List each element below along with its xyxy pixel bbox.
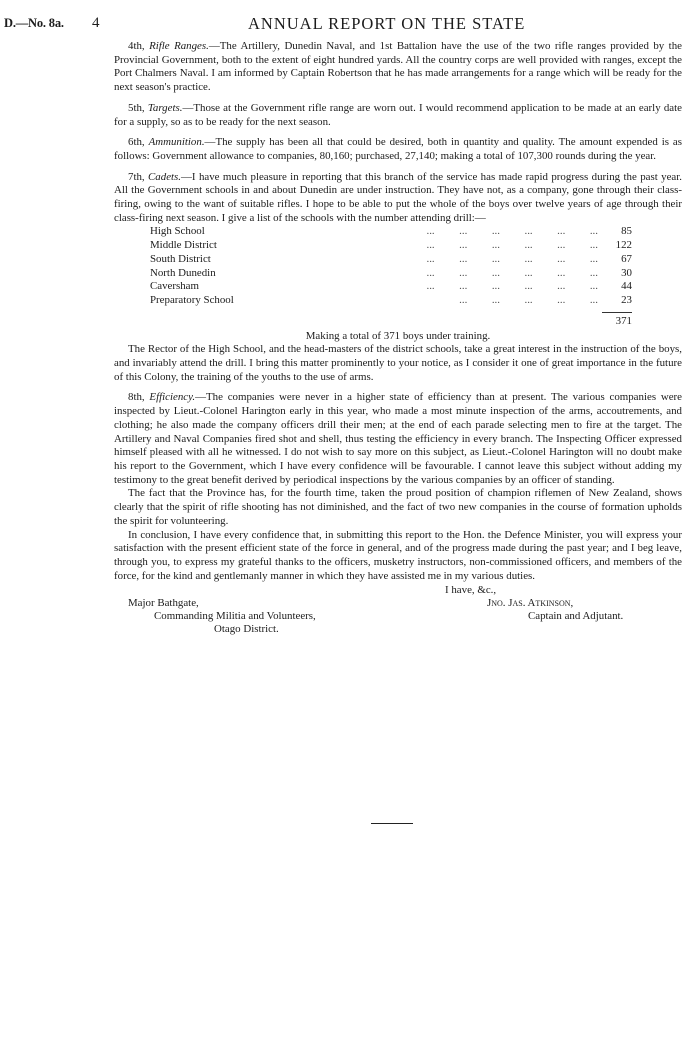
school-count: 85 bbox=[621, 225, 632, 238]
paragraph-efficiency: 8th, Efficiency.—The companies were never in a higher state of efficiency than at present. The various companies were inspected by Lieut.-Colonel Harington early in this year, who made a most minute inspection of the arms, accoutrements, and clothing; he also made the company officers drill their men; at the end of each parade selecting men to fire at the target. The Artillery and Naval Companies fired shot and shell, thus testing the efficiency in every branch. The Inspecting Officer expressed himself pleased with all he witnessed. I do not wish to say more on this subject, as Lieut.-Colonel Harington will no doubt make his report to the Government, which I have every confidence will be favourable. I cannot leave this subject without adding my testimony to the great benefit derived by periodical inspections by the various companies by an officer of standing. bbox=[114, 391, 682, 486]
table-row bbox=[150, 239, 632, 253]
leader-dots: ... ... ... ... ... ... bbox=[426, 239, 598, 252]
table-row bbox=[150, 280, 632, 294]
section-heading: Cadets. bbox=[148, 170, 182, 183]
table-row bbox=[150, 225, 632, 239]
schools-table bbox=[150, 225, 632, 307]
school-name: Middle District bbox=[150, 239, 217, 252]
schools-total-value: 371 bbox=[615, 314, 632, 327]
section-heading: Efficiency. bbox=[149, 391, 196, 404]
total-rule bbox=[602, 312, 632, 313]
table-row bbox=[150, 294, 632, 308]
paragraph-rifle-ranges: 4th, Rifle Ranges.—The Artillery, Dunedin Naval, and 1st Battalion have the use of the two rifle ranges provided by the Provincial Government, both to the extent of eight hundred yards. All the country corps are well provided with ranges, except the Port Chalmers Naval. I am informed by Captain Robertson that he has made arrangements for a range which will be ready for the next season's practice. bbox=[114, 40, 682, 94]
table-row bbox=[150, 267, 632, 281]
signoff-block bbox=[114, 584, 682, 646]
addressee-name: Major Bathgate, bbox=[128, 597, 199, 610]
school-count: 23 bbox=[621, 293, 632, 306]
total-boys-summary: Making a total of 371 boys under training. bbox=[305, 329, 491, 342]
signatory-name: Jas. Atkinson, bbox=[508, 597, 574, 610]
leader-dots: ... ... ... ... ... ... bbox=[426, 252, 598, 265]
table-row bbox=[150, 253, 632, 267]
section-heading: Rifle Ranges. bbox=[149, 40, 209, 52]
paragraph-ammunition: 6th, Ammunition.—The supply has been all that could be desired, both in quantity and quality. The amount expended is as follows: Government allowance to companies, 80,160; purchased, 27,140; making a total of 107,300 rounds during the year. bbox=[114, 136, 682, 162]
report-body bbox=[114, 40, 682, 646]
addressee-role: Commanding Militia and Volunteers, bbox=[154, 610, 316, 623]
paragraph-province: The fact that the Province has, for the fourth time, taken the proud position of champion riflemen of New Zealand, shows clearly that the spirit of rifle shooting has not diminished, and the fact of two new companies in the course of formation upholds the spirit for volunteering. bbox=[114, 487, 682, 527]
page-number: 4 bbox=[92, 15, 100, 31]
leader-dots: ... ... ... ... ... ... bbox=[426, 266, 598, 279]
paragraph-targets: 5th, Targets.—Those at the Government rifle range are worn out. I would recommend application to be made at an early date for a supply, so as to be ready for the next season. bbox=[114, 101, 682, 128]
leader-dots: ... ... ... ... ... ... bbox=[426, 225, 598, 238]
paragraph-cadets: 7th, Cadets.—I have much pleasure in reporting that this branch of the service has made rapid progress during the past year. All the Government schools in and about Dunedin are under instruction. They have not, as a company, gone through their class-firing, owing to the want of suitable rifles. I hope to be able to put the whole of the boys over twelve years of age through their class-firing next season. I give a list of the schools with the number attending drill:— bbox=[114, 170, 682, 224]
school-count: 30 bbox=[621, 266, 632, 279]
document-reference: D.—No. 8a. bbox=[4, 16, 64, 30]
end-rule bbox=[371, 823, 413, 824]
leader-dots: ... ... ... ... ... bbox=[459, 293, 598, 306]
schools-total bbox=[114, 308, 682, 330]
addressee-district: Otago District. bbox=[214, 623, 279, 636]
paragraph-rector: The Rector of the High School, and the head-masters of the district schools, take a great interest in the instruction of the boys, and invariably attend the drill. I bring this matter prominently to your notice, as I consider it one of great importance in the future of this Colony, the training of the youths to the use of arms. bbox=[114, 343, 682, 383]
section-heading: Ammunition. bbox=[148, 136, 205, 149]
running-title: ANNUAL REPORT ON THE STATE bbox=[248, 14, 526, 33]
leader-dots: ... ... ... ... ... ... bbox=[426, 280, 598, 293]
school-count: 44 bbox=[621, 280, 632, 293]
school-count: 67 bbox=[621, 252, 632, 265]
school-count: 122 bbox=[615, 239, 632, 252]
school-name: North Dunedin bbox=[150, 266, 216, 279]
section-heading: Targets. bbox=[147, 101, 183, 114]
page-header bbox=[0, 14, 700, 36]
closing-line: I have, &c., bbox=[445, 584, 497, 597]
signatory-title: Captain and Adjutant. bbox=[528, 610, 624, 623]
school-name: Caversham bbox=[150, 280, 199, 293]
school-name: Preparatory School bbox=[150, 293, 234, 306]
paragraph-conclusion: In conclusion, I have every confidence that, in submitting this report to the Hon. the Defence Minister, you will express your satisfaction with the present efficient state of the force in general, and of the progress made during the past year; and I beg leave, through you, to express my grateful thanks to the officers, musketry instructors, non-commissioned officers, and members of the force, for the kind and gentlemanly manner in which they have assisted me in my various duties. bbox=[114, 528, 682, 582]
school-name: South District bbox=[150, 252, 211, 265]
signatory: Jno. Jas. Atkinson, bbox=[487, 597, 574, 610]
school-name: High School bbox=[150, 225, 205, 238]
